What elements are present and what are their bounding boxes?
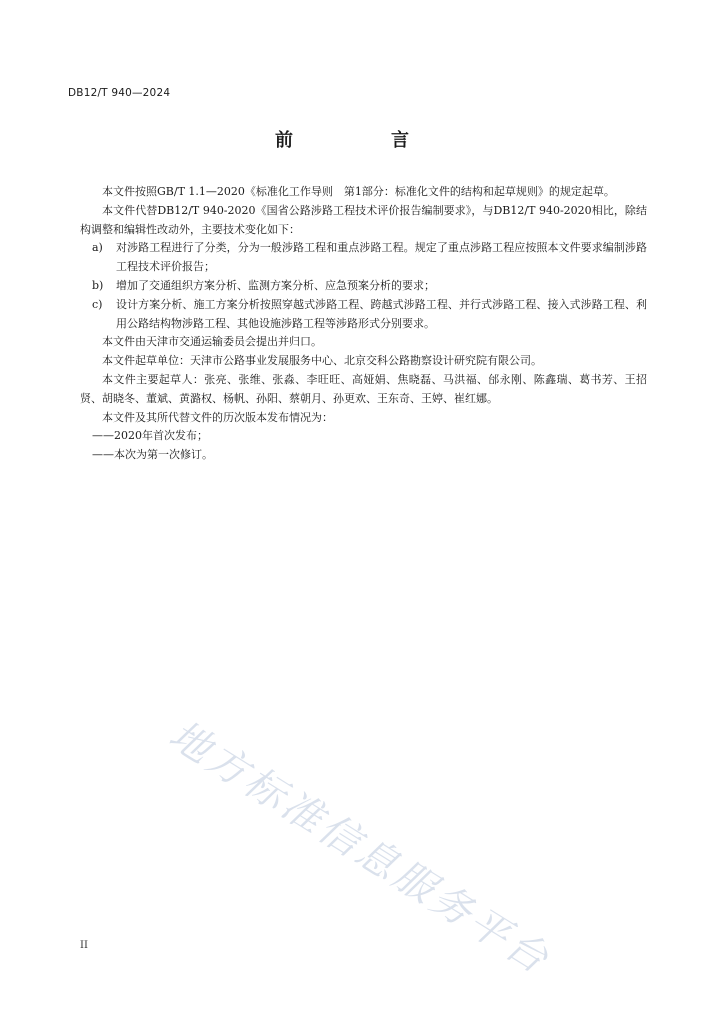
watermark: 地方标准信息服务平台 (160, 711, 559, 985)
history-item: ——本次为第一次修订。 (92, 448, 213, 462)
list-marker: c) (92, 297, 103, 311)
list-text: 对涉路工程进行了分类，分为一般涉路工程和重点涉路工程。规定了重点涉路工程应按照本文件要求编制涉路工程技术评价报告； (116, 241, 647, 274)
paragraph-drafters: 本文件主要起草人：张亮、张维、张淼、李旺旺、高娅娟、焦晓磊、马洪福、邰永刚、陈鑫瑞、葛书芳、王招贤、胡晓冬、董斌、黄潞权、杨帆、孙阳、蔡朝月、孙更欢、王东奇、王婷、崔红娜。 (80, 372, 647, 405)
list-marker: b) (92, 278, 104, 292)
list-text: 增加了交通组织方案分析、监测方案分析、应急预案分析的要求； (116, 278, 435, 292)
paragraph-drafting-rules: 本文件按照GB/T 1.1—2020《标准化工作导则 第1部分：标准化文件的结构和起草规则》的规定起草。 (102, 185, 615, 198)
standard-code: DB12/T 940—2024 (68, 87, 171, 99)
paragraph-proposer: 本文件由天津市交通运输委员会提出并归口。 (102, 335, 322, 349)
paragraph-history-intro: 本文件及其所代替文件的历次版本发布情况为： (102, 410, 333, 424)
page-title: 前 言 (275, 130, 449, 151)
page-number: II (80, 940, 88, 951)
history-item: ——2020年首次发布； (92, 429, 208, 443)
foreword-body (80, 183, 647, 465)
list-marker: a) (92, 241, 103, 255)
list-text: 设计方案分析、施工方案分析按照穿越式涉路工程、跨越式涉路工程、并行式涉路工程、接入式涉路工程、利用公路结构物涉路工程、其他设施涉路工程等涉路形式分别要求。 (116, 297, 647, 330)
list-item (80, 296, 647, 334)
paragraph-drafting-units: 本文件起草单位：天津市公路事业发展服务中心、北京交科公路勘察设计研究院有限公司。 (102, 354, 542, 368)
list-item (80, 239, 647, 277)
paragraph-replacement: 本文件代替DB12/T 940-2020《国省公路涉路工程技术评价报告编制要求》，与DB12/T 940-2020相比，除结构调整和编辑性改动外，主要技术变化如下： (80, 203, 647, 236)
list-item (80, 277, 647, 296)
